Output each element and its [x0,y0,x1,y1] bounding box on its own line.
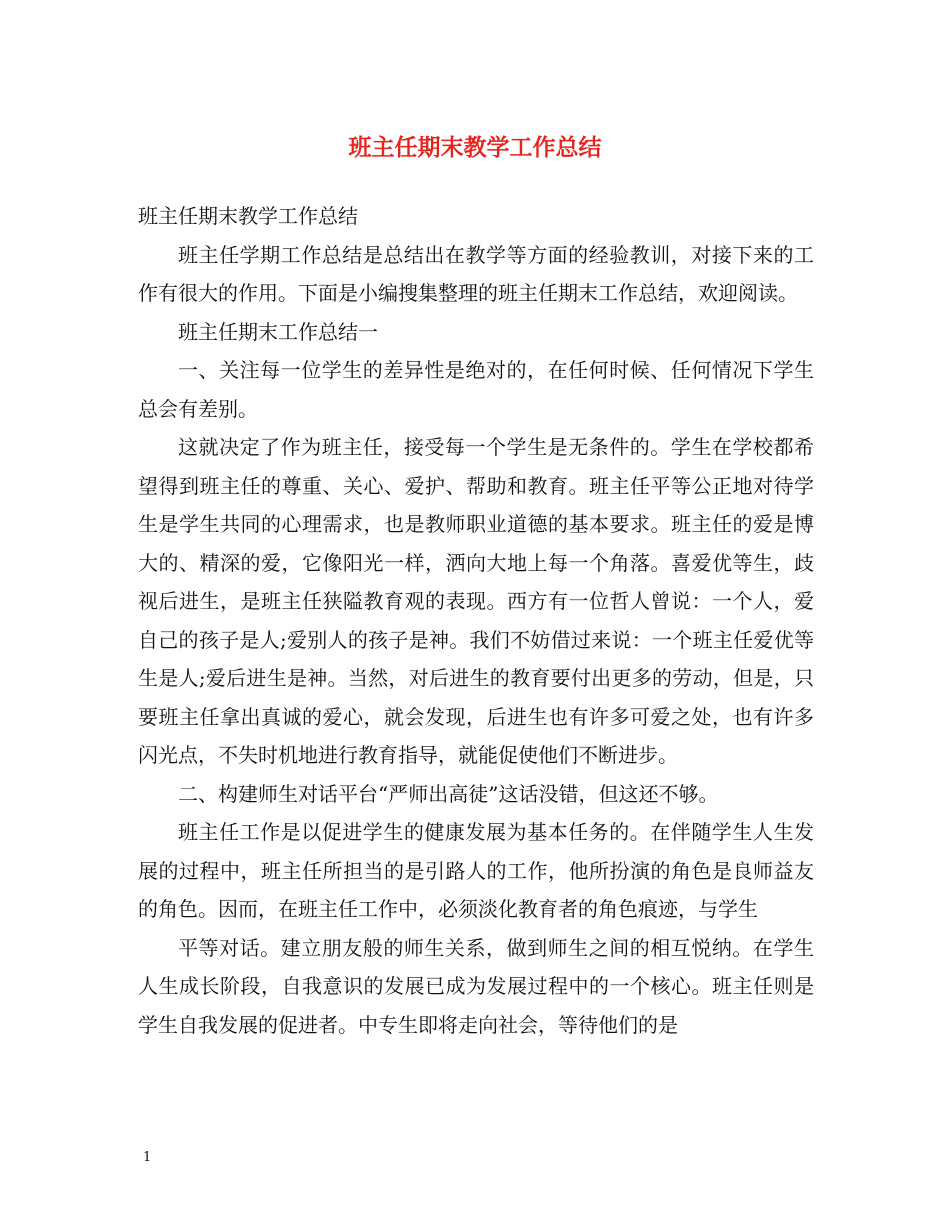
paragraph-point-one-body: 这就决定了作为班主任，接受每一个学生是无条件的。学生在学校都希望得到班主任的尊重、关心、爱护、帮助和教育。班主任平等公正地对待学生是学生共同的心理需求，也是教师职业道德的基本要求。班主任的爱是博大的、精深的爱，它像阳光一样，洒向大地上每一个角落。喜爱优等生，歧视后进生，是班主任狭隘教育观的表现。西方有一位哲人曾说：一个人，爱自己的孩子是人;爱别人的孩子是神。我们不妨借过来说：一个班主任爱优等生是人;爱后进生是神。当然，对后进生的教育要付出更多的劳动，但是，只要班主任拿出真诚的爱心，就会发现，后进生也有许多可爱之处，也有许多闪光点，不失时机地进行教育指导，就能促使他们不断进步。 [138,435,814,767]
document-body [138,197,814,1044]
page-number: 1 [143,1150,152,1165]
paragraph-point-one: 一、关注每一位学生的差异性是绝对的，在任何时候、任何情况下学生总会有差别。 [138,358,814,421]
paragraph-intro: 班主任学期工作总结是总结出在教学等方面的经验教训，对接下来的工作有很大的作用。下面是小编搜集整理的班主任期末工作总结，欢迎阅读。 [138,242,814,305]
paragraph-continuation: 平等对话。建立朋友般的师生关系，做到师生之间的相互悦纳。在学生人生成长阶段，自我意识的发展已成为发展过程中的一个核心。班主任则是学生自我发展的促进者。中专生即将走向社会，等待他们的是 [138,935,814,1037]
paragraph-section-title: 班主任期末工作总结一 [178,319,378,344]
paragraph-heading: 班主任期末教学工作总结 [138,204,358,228]
paragraph-point-two: 二、构建师生对话平台“严师出高徒”这话没错，但这还不够。 [178,781,719,806]
paragraph-point-two-body: 班主任工作是以促进学生的健康发展为基本任务的。在伴随学生人生发展的过程中，班主任所担当的是引路人的工作，他所扮演的角色是良师益友的角色。因而，在班主任工作中，必须淡化教育者的角色痕迹，与学生 [138,820,814,921]
document-title: 班主任期末教学工作总结 [348,134,602,161]
